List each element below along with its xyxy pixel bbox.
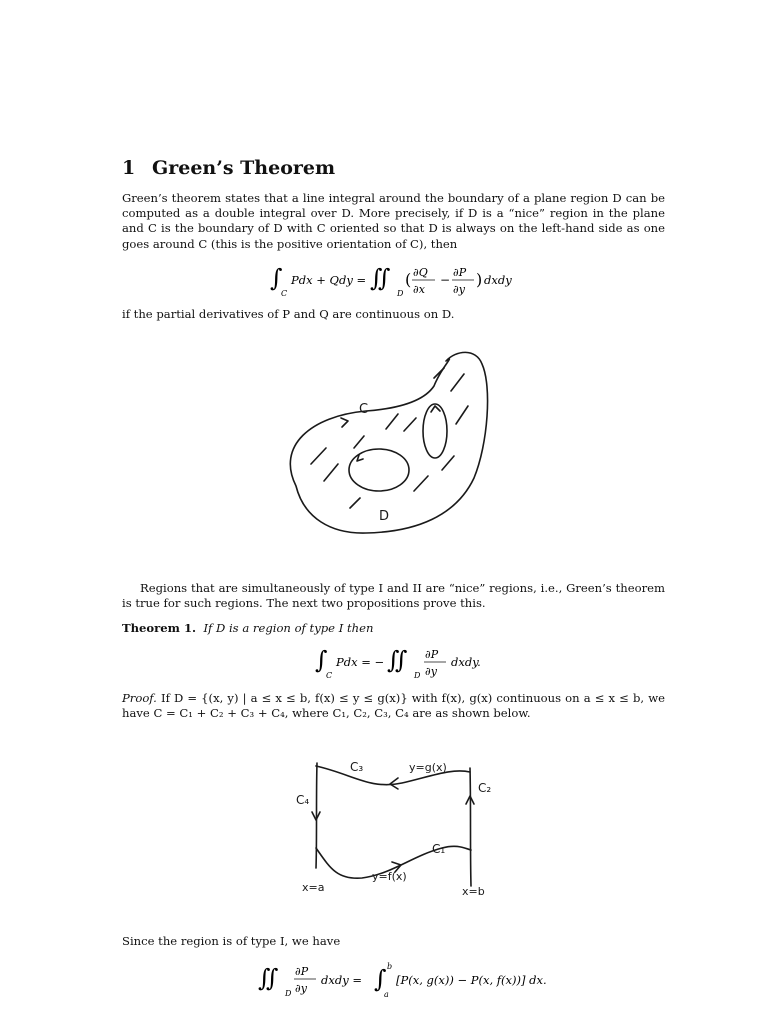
lhs-integrand: Pdx + Qdy = bbox=[291, 273, 367, 287]
section-number: 1 bbox=[122, 157, 136, 179]
intro-text: Green’s theorem states that a line integral around the boundary of a plane region D can be computed as a double integral over D. More precisely, if D is a “nice” region in the plane and C is the boundary of D with C oriented so that D is always on the left-hand side as one goes around C (this is the positive orientation of C), then bbox=[122, 191, 665, 251]
figure-type-one-region bbox=[252, 738, 536, 918]
final-upper-limit: b bbox=[387, 962, 393, 971]
proof-text: If D = {(x, y) | a ≤ x ≤ b, f(x) ≤ y ≤ g(x)} with f(x), g(x) continuous on a ≤ x ≤ b, we have C = C₁ + C₂ + C₃ + C₄, where C₁, C₂, C₃, C₄ are as shown below. bbox=[122, 691, 665, 721]
thm-tail: dxdy. bbox=[451, 655, 481, 669]
label-c4: C₄ bbox=[296, 793, 310, 807]
greens-equation-svg bbox=[270, 262, 530, 302]
hatch-marks bbox=[311, 368, 468, 508]
rhs-subscript: D bbox=[397, 289, 404, 298]
final-lower-limit: a bbox=[384, 990, 389, 999]
lhs-subscript: C bbox=[281, 289, 288, 298]
label-c1: C₁ bbox=[432, 842, 446, 856]
final-lhs-subscript: D bbox=[285, 989, 292, 998]
figure-region-d bbox=[256, 336, 536, 568]
label-xa: x=a bbox=[302, 881, 325, 894]
greens-equation bbox=[270, 262, 530, 305]
frac2-den: ∂y bbox=[453, 283, 465, 296]
since-text: Since the region is of type I, we have bbox=[122, 934, 341, 948]
hole-left-arrow bbox=[357, 455, 363, 461]
continuity-text: if the partial derivatives of P and Q are continuous on D. bbox=[122, 307, 455, 321]
proof-label: Proof. bbox=[122, 691, 157, 705]
section-title: Green’s Theorem bbox=[152, 157, 336, 179]
label-f: y=f(x) bbox=[372, 870, 407, 883]
theorem-text: If D is a region of type I then bbox=[203, 621, 374, 635]
frac1-num: ∂Q bbox=[413, 266, 428, 279]
inner-hole-right bbox=[423, 404, 447, 458]
nice-regions-text: Regions that are simultaneously of type I and II are “nice” regions, i.e., Green’s theorem is true for such regions. The next two propositions prove this. bbox=[122, 581, 665, 611]
double-integral-sign: ∬ bbox=[387, 646, 408, 674]
nice-regions-paragraph bbox=[122, 581, 665, 611]
inner-hole-left bbox=[349, 449, 409, 491]
thm-lhs-integrand: Pdx = − bbox=[336, 655, 385, 669]
integral-sign: ∫ bbox=[270, 264, 283, 292]
theorem-label: Theorem 1. bbox=[122, 621, 197, 635]
minus-sign: − bbox=[440, 273, 451, 287]
label-c2: C₂ bbox=[478, 781, 492, 795]
section-heading bbox=[122, 157, 335, 179]
intro-paragraph bbox=[122, 191, 665, 252]
final-frac-den: ∂y bbox=[295, 982, 307, 995]
since-paragraph bbox=[122, 934, 665, 949]
label-xb: x=b bbox=[462, 885, 485, 898]
label-g: y=g(x) bbox=[409, 761, 447, 774]
final-mid: dxdy = bbox=[321, 973, 362, 987]
close-paren: ) bbox=[476, 270, 483, 289]
final-frac-num: ∂P bbox=[295, 965, 309, 978]
label-c3: C₃ bbox=[350, 760, 364, 774]
open-paren: ( bbox=[405, 270, 412, 289]
final-equation bbox=[258, 958, 547, 1005]
theorem-equation-svg bbox=[315, 644, 485, 684]
greens-tail: dxdy bbox=[484, 273, 512, 287]
thm-frac-num: ∂P bbox=[425, 648, 439, 661]
frac2-num: ∂P bbox=[453, 266, 467, 279]
double-integral-sign: ∬ bbox=[370, 264, 391, 292]
final-rhs: [P(x, g(x)) − P(x, f(x))] dx. bbox=[396, 973, 547, 987]
double-integral-sign: ∬ bbox=[258, 964, 279, 992]
label-d: D bbox=[379, 509, 390, 524]
thm-lhs-subscript: C bbox=[326, 671, 333, 680]
continuity-paragraph bbox=[122, 307, 665, 322]
thm-rhs-subscript: D bbox=[414, 671, 421, 680]
integral-sign: ∫ bbox=[315, 646, 328, 674]
curve-c4 bbox=[316, 763, 317, 868]
outer-boundary bbox=[290, 352, 487, 533]
single-integral-sign: ∫ bbox=[374, 965, 387, 993]
label-c: C bbox=[359, 402, 369, 417]
outer-arrow bbox=[341, 418, 348, 427]
theorem-equation bbox=[315, 644, 485, 687]
thm-frac-den: ∂y bbox=[425, 665, 437, 678]
theorem-1 bbox=[122, 621, 665, 636]
final-equation-svg bbox=[258, 958, 547, 1002]
proof-paragraph bbox=[122, 691, 665, 721]
hole-right-arrow bbox=[431, 406, 440, 412]
frac1-den: ∂x bbox=[413, 283, 425, 296]
curve-c2 bbox=[470, 768, 471, 886]
